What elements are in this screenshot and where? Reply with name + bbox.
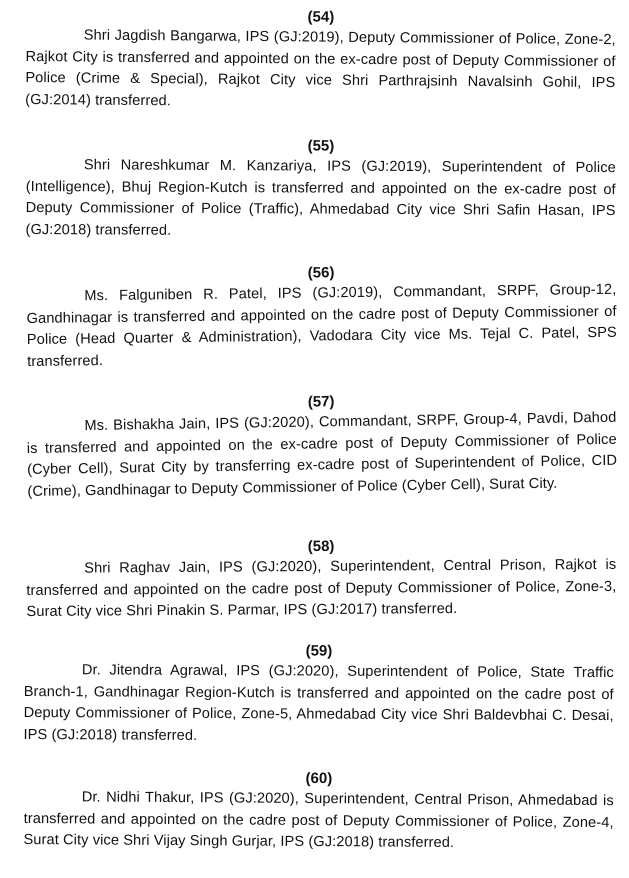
entry-text: Ms. Falguniben R. Patel, IPS (GJ:2019), Commandant, SRPF, Group-12, Gandhinagar is transferred and appointed on the cadre post of Deputy Commissioner of Police (Head Quarter & Administration), Vadodara City vice Ms. Tejal C. Patel, SPS transferred.: [26, 281, 617, 370]
order-entry-54: [25, 6, 616, 116]
entry-number: (55): [307, 137, 335, 155]
entry-text: Shri Jagdish Bangarwa, IPS (GJ:2019), Deputy Commissioner of Police, Zone-2, Rajkot City is transferred and appointed on the ex-cadre post of Deputy Commissioner of Police (Crime & Special), Rajkot City vice Shri Parthrajsinh Navalsinh Gohil, IPS (GJ:2014) transferred.: [25, 27, 616, 109]
entry-number: (60): [305, 769, 333, 788]
order-entry-58: [26, 536, 617, 624]
order-entry-57: [26, 389, 618, 503]
entry-number: (58): [307, 537, 335, 556]
entry-text: Dr. Jitendra Agrawal, IPS (GJ:2020), Superintendent of Police, State Traffic Branch-1, Gandhinagar Region-Kutch is transferred and appointed on the cadre post of Deputy Commissioner of Police, Zone-5, Ahmedabad City vice Shri Baldevbhai C. Desai, IPS (GJ:2018) transferred.: [23, 662, 614, 744]
order-entry-60: [23, 768, 614, 856]
order-entry-55: [25, 136, 616, 244]
entry-number: (54): [307, 8, 335, 26]
entry-number: (57): [307, 393, 335, 411]
order-entry-59: [23, 641, 614, 749]
entry-number: (56): [307, 264, 335, 282]
entry-text: Ms. Bishakha Jain, IPS (GJ:2020), Commandant, SRPF, Group-4, Pavdi, Dahod is transferred and appointed on the ex-cadre post of Deputy Commissioner of Police (Cyber Cell), Surat City by transferring ex-cadre post of Superintendent of Police, CID (Crime), Gandhinagar to Deputy Commissioner of Police (Cyber Cell), Surat City.: [26, 409, 618, 500]
entry-text: Shri Nareshkumar M. Kanzariya, IPS (GJ:2019), Superintendent of Police (Intelligence), Bhuj Region-Kutch is transferred and appointed on the ex-cadre post of Deputy Commissioner of Police (Traffic), Ahmedabad City vice Shri Safin Hasan, IPS (GJ:2018) transferred.: [25, 157, 616, 239]
order-entry-56: [26, 261, 617, 373]
entry-text: Shri Raghav Jain, IPS (GJ:2020), Superintendent, Central Prison, Rajkot is transferred and appointed on the cadre post of Deputy Commissioner of Police, Zone-3, Surat City vice Shri Pinakin S. Parmar, IPS (GJ:2017) transferred.: [26, 556, 617, 620]
entry-text: Dr. Nidhi Thakur, IPS (GJ:2020), Superintendent, Central Prison, Ahmedabad is transferred and appointed on the cadre post of Deputy Commissioner of Police, Zone-4, Surat City vice Shri Vijay Singh Gurjar, IPS (GJ:2018) transferred.: [23, 789, 614, 852]
entry-number: (59): [305, 642, 333, 660]
